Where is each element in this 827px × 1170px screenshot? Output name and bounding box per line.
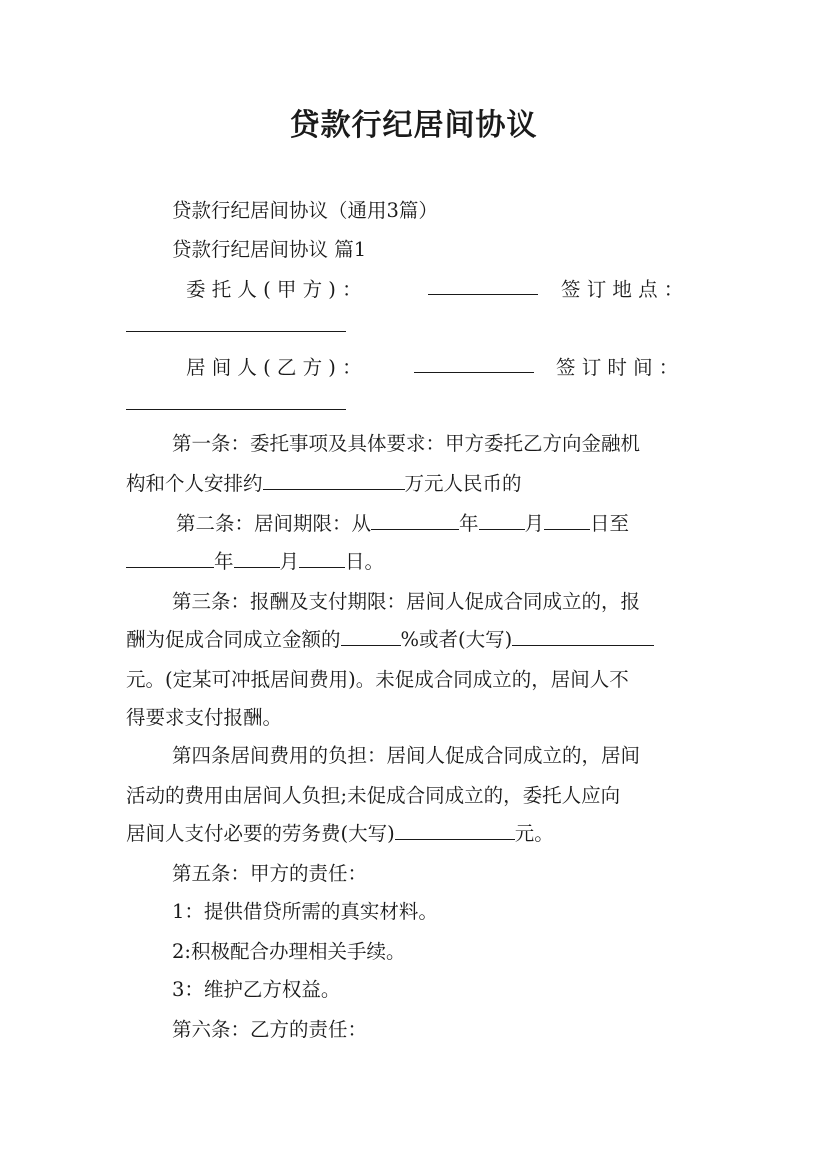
document-subtitle: 贷款行纪居间协议（通用3篇） (172, 199, 438, 222)
article-3-line-3: 元。(定某可冲抵居间费用)。未促成合同成立的，居间人不 (126, 668, 629, 691)
article-4-text-a: 居间人支付必要的劳务费(大写) (126, 822, 395, 845)
percent-blank (341, 627, 401, 646)
article-2-end-month: 月 (279, 550, 300, 573)
party-b-blank (414, 354, 534, 373)
article-2-end-day: 日。 (345, 550, 385, 573)
labor-fee-blank (395, 821, 515, 840)
sign-place-row (126, 312, 704, 340)
article-3-text-a: 酬为促成合同成立金额的 (126, 628, 341, 651)
amount-blank (263, 471, 405, 490)
article-1-text-b: 万元人民币的 (404, 472, 522, 495)
capital-amount-blank (512, 627, 654, 646)
start-year-blank (371, 511, 459, 530)
party-a-label: 委 托 人 ( 甲 方 ) ： (186, 278, 362, 301)
party-b-row (186, 354, 704, 382)
article-3-line-2 (126, 626, 704, 654)
document-title: 贷款行纪居间协议 (289, 108, 538, 143)
sign-time-blank (126, 391, 346, 410)
article-2-line-1 (176, 510, 708, 538)
article-5-item-3: 3：维护乙方权益。 (172, 978, 341, 1001)
article-4-line-3 (126, 820, 704, 848)
party-b-label: 居 间 人 ( 乙 方 ) ： (186, 356, 362, 379)
article-5-item-2: 2:积极配合办理相关手续。 (172, 940, 406, 963)
sign-place-label: 签 订 地 点 ： (561, 278, 684, 301)
article-3-line-1: 第三条：报酬及支付期限：居间人促成合同成立的，报 (172, 590, 641, 613)
article-2-day-to: 日至 (590, 512, 630, 535)
start-day-blank (544, 511, 590, 530)
end-year-blank (126, 549, 214, 568)
article-2-year: 年 (459, 512, 479, 535)
sign-place-blank (126, 313, 346, 332)
article-2-end-year: 年 (214, 550, 234, 573)
sign-time-row (126, 390, 704, 418)
article-5-item-1: 1：提供借贷所需的真实材料。 (172, 900, 438, 923)
article-5-heading: 第五条：甲方的责任： (172, 862, 368, 885)
sign-time-label: 签 订 时 间 ： (556, 356, 679, 379)
article-4-line-1: 第四条居间费用的负担：居间人促成合同成立的，居间 (172, 744, 641, 767)
article-4-text-b: 元。 (514, 822, 554, 845)
article-1-line-2 (126, 470, 704, 498)
party-a-row (186, 276, 704, 304)
article-3-text-b: %或者(大写) (400, 628, 513, 651)
article-1-line-1: 第一条：委托事项及具体要求：甲方委托乙方向金融机 (172, 432, 641, 455)
article-4-line-2: 活动的费用由居间人负担;未促成合同成立的，委托人应向 (126, 784, 621, 807)
end-day-blank (299, 549, 345, 568)
article-6-heading: 第六条：乙方的责任： (172, 1018, 368, 1041)
end-month-blank (234, 549, 280, 568)
article-2-text-a: 第二条：居间期限：从 (176, 512, 372, 535)
section-heading: 贷款行纪居间协议 篇1 (172, 238, 367, 261)
article-3-line-4: 得要求支付报酬。 (126, 706, 283, 729)
start-month-blank (479, 511, 525, 530)
article-2-month: 月 (524, 512, 545, 535)
article-2-line-2 (126, 548, 704, 576)
party-a-blank (428, 276, 538, 295)
article-1-text-a: 构和个人安排约 (126, 472, 263, 495)
